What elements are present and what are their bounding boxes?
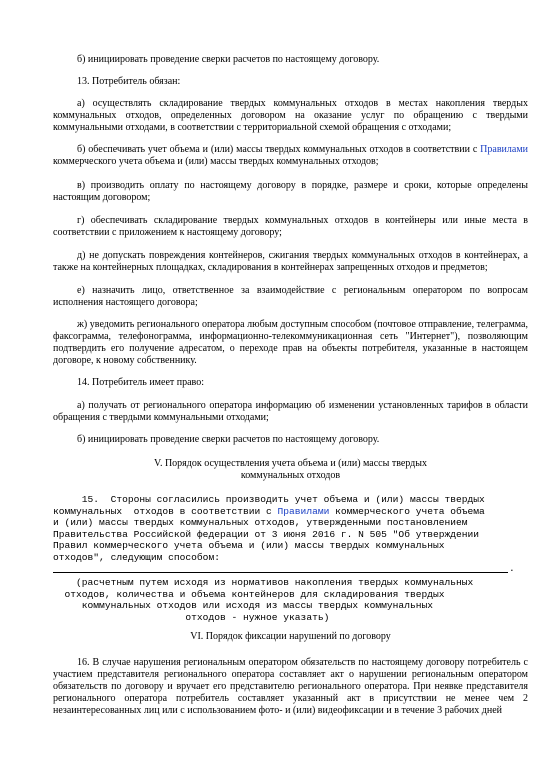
paragraph-13a: а) осуществлять складирование твердых коммунальных отходов в местах накопления твердых коммунальных отходов, определенных договором на оказание услуг по обращению с твердыми коммунальными отходами, в соответствии с территориальной схемой обращения с отходами; — [53, 98, 528, 133]
note-line1: (расчетным путем исходя из нормативов накопления твердых коммунальных — [53, 577, 474, 588]
section-v-heading-line1: V. Порядок осуществления учета объема и (или) массы твердых — [154, 458, 427, 469]
paragraph-15-line3: и (или) массы твердых коммунальных отходов, утвержденными постановлением — [53, 517, 468, 528]
paragraph-14a: а) получать от регионального оператора информацию об изменении установленных тарифов в области обращения с твердыми коммунальными отходами; — [53, 400, 528, 423]
paragraph-15-note — [53, 577, 473, 623]
section-v-heading — [53, 458, 528, 482]
paragraph-12b: б) инициировать проведение сверки расчетов по настоящему договору. — [77, 54, 380, 65]
section-v-heading-line2: коммунальных отходов — [240, 470, 341, 481]
paragraph-15-line5: Правил коммерческого учета объема и (или) массы твердых коммунальных — [53, 540, 445, 551]
section-vi-heading: VI. Порядок фиксации нарушений по договору — [190, 631, 391, 642]
paragraph-15-line4: Правительства Российской федерации от 3 июня 2016 г. N 505 "Об утверждении — [53, 528, 480, 540]
note-line4: отходов - нужное указать) — [53, 611, 330, 623]
paragraph-13-heading: 13. Потребитель обязан: — [77, 76, 181, 87]
rules-link[interactable]: Правилами — [480, 144, 528, 155]
paragraph-13e: е) назначить лицо, ответственное за взаимодействие с региональным оператором по вопросам исполнения настоящего договора; — [53, 285, 528, 308]
fill-in-line — [53, 572, 508, 573]
paragraph-13v: в) производить оплату по настоящему договору в порядке, размере и сроки, которые определены настоящим договором; — [53, 180, 528, 203]
paragraph-14-heading: 14. Потребитель имеет право: — [77, 377, 204, 388]
paragraph-13b-text-start: б) обеспечивать учет объема и (или) массы твердых коммунальных отходов в соответствии с — [77, 144, 481, 155]
paragraph-13g: г) обеспечивать складирование твердых коммунальных отходов в контейнеры или иные места в соответствии с приложением к настоящему договору; — [53, 215, 528, 238]
paragraph-13zh: ж) уведомить регионального оператора любым доступным способом (почтовое отправление, телеграмма, факсограмма, телефонограмма, информационно-телекоммуникационная сеть "Интернет"), позволяющим подтвердить его получение адресатом, о переходе прав на объекты потребителя, указанные в настоящем договоре, к новому собственнику. — [53, 319, 528, 366]
paragraph-15-line2 — [53, 506, 485, 518]
paragraph-16: 16. В случае нарушения региональным оператором обязательств по настоящему договору потребитель с участием представителя регионального оператора составляет акт о нарушении региональным оператором обязательств по договору и вручает его представителю регионального оператора. При неявке представителя регионального оператора потребитель составляет указанный акт в присутствии не менее чем 2 незаинтересованных лиц или с использованием фото- и (или) видеофиксации и в течение 3 рабочих дней — [53, 657, 528, 716]
paragraph-15-line2-end: коммерческого учета объема — [329, 505, 485, 517]
fill-in-line-period: . — [509, 563, 515, 574]
paragraph-14b: б) инициировать проведение сверки расчетов по настоящему договору. — [77, 434, 380, 445]
paragraph-15-block — [53, 494, 485, 563]
paragraph-15-line1: 15. Стороны согласились производить учет объема и (или) массы твердых — [53, 494, 485, 505]
paragraph-15-line6: отходов", следующим способом: — [53, 551, 220, 563]
paragraph-13b — [53, 144, 528, 168]
paragraph-13d: д) не допускать повреждения контейнеров, сжигания твердых коммунальных отходов в контейнерах, а также на контейнерных площадках, складирования в контейнерах запрещенных отходов и предметов; — [53, 250, 528, 273]
rules-link-2[interactable]: Правилами — [277, 505, 330, 517]
note-line2: отходов, количества и объема контейнеров для складирования твердых — [53, 588, 445, 600]
paragraph-15-line2-start: коммунальных отходов в соответствии с — [53, 505, 278, 517]
paragraph-13b-text-end: коммерческого учета объема и (или) массы твердых коммунальных отходов; — [53, 156, 379, 167]
note-line3: коммунальных отходов или исходя из массы твердых коммунальных — [53, 600, 433, 611]
